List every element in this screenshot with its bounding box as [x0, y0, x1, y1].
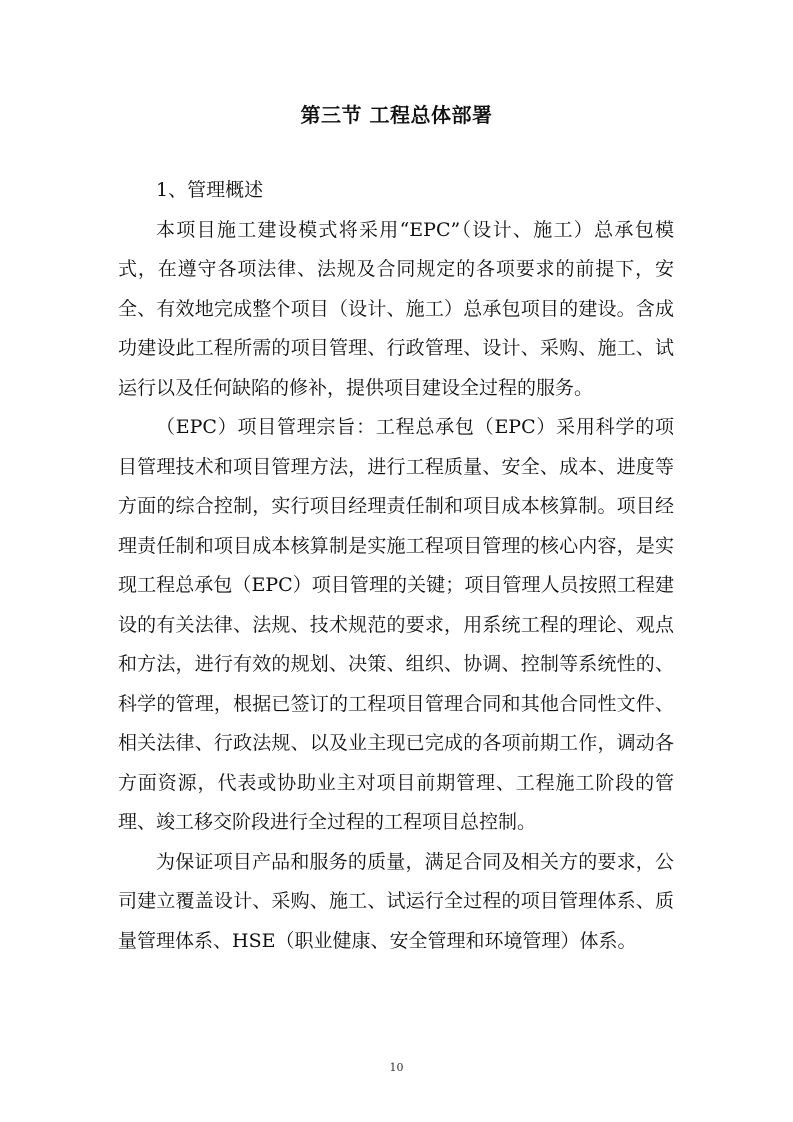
page-number: 10	[389, 1061, 404, 1074]
paragraph-epc-purpose: （EPC）项目管理宗旨：工程总承包（EPC）采用科学的项目管理技术和项目管理方法，进行工程质量、安全、成本、进度等方面的综合控制，实行项目经理责任制和项目成本核算制。项目经理责任制和项目成本核算制是实施工程项目管理的核心内容，是实现工程总承包（EPC）项目管理的关键；项目管理人员按照工程建设的有关法律、法规、技术规范的要求，用系统工程的理论、观点和方法，进行有效的规划、决策、组织、协调、控制等系统性的、科学的管理，根据已签订的工程项目管理合同和其他合同性文件、相关法律、行政法规、以及业主现已完成的各项前期工作，调动各方面资源，代表或协助业主对项目前期管理、工程施工阶段的管理、竣工移交阶段进行全过程的工程项目总控制。	[118, 416, 674, 833]
section-title: 第三节 工程总体部署	[300, 103, 493, 127]
body-text	[118, 171, 674, 961]
subsection-heading: 1、管理概述	[156, 179, 264, 201]
paragraph-quality-system: 为保证项目产品和服务的质量，满足合同及相关方的要求，公司建立覆盖设计、采购、施工、试运行全过程的项目管理体系、质量管理体系、HSE（职业健康、安全管理和环境管理）体系。	[118, 850, 674, 952]
paragraph-epc-mode: 本项目施工建设模式将采用“EPC”（设计、施工）总承包模式，在遵守各项法律、法规及合同规定的各项要求的前提下，安全、有效地完成整个项目（设计、施工）总承包项目的建设。含成功建设此工程所需的项目管理、行政管理、设计、采购、施工、试运行以及任何缺陷的修补，提供项目建设全过程的服务。	[118, 218, 674, 399]
